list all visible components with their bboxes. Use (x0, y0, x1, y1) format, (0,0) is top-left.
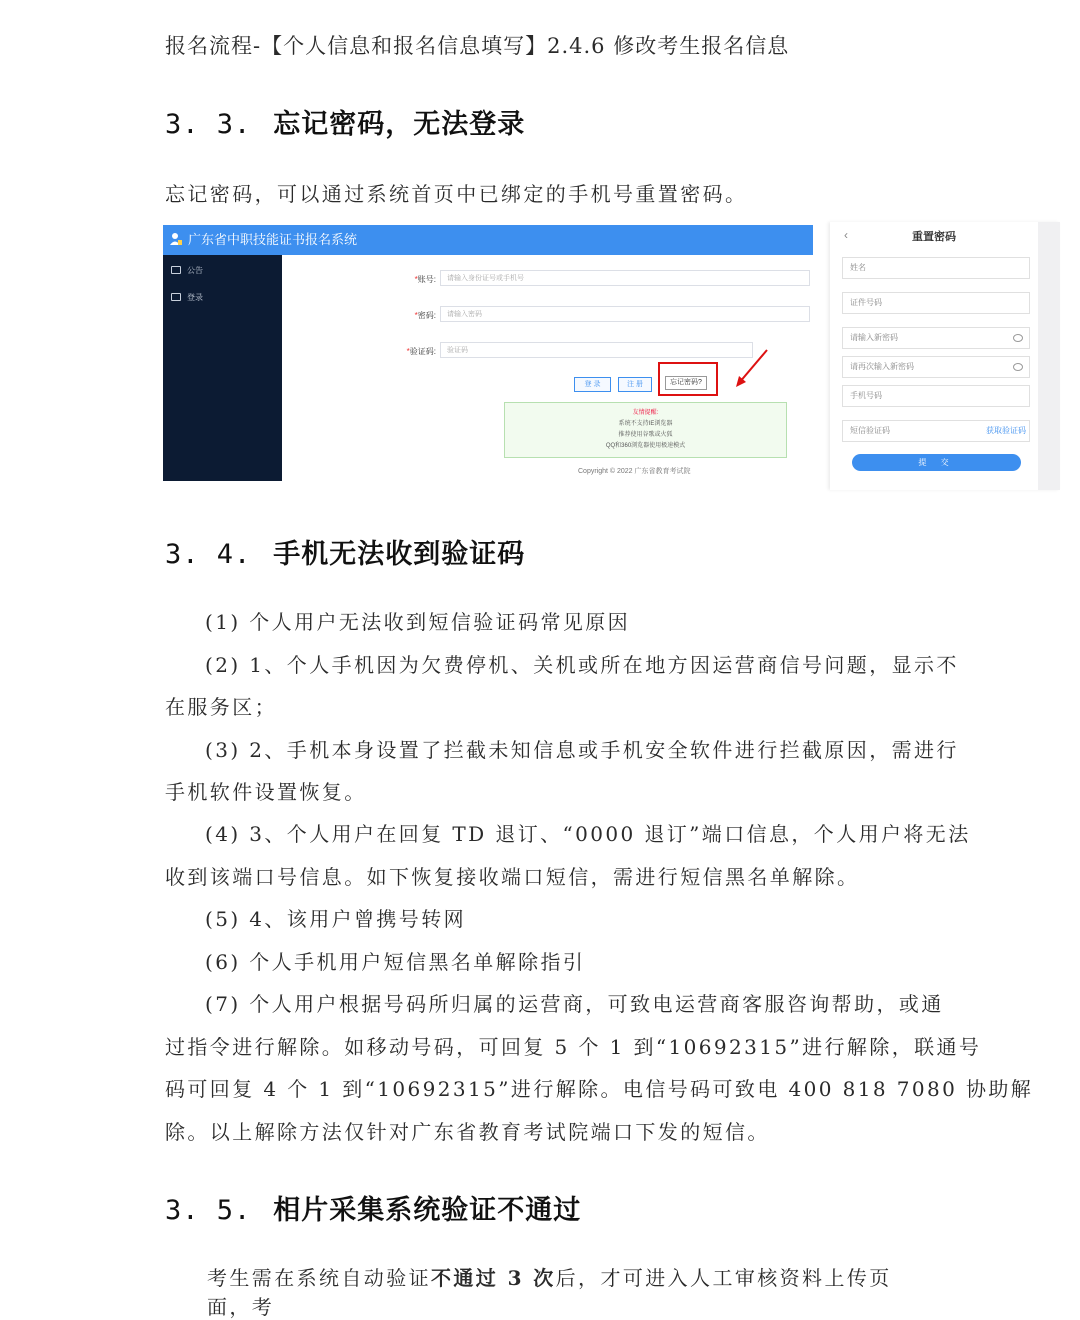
breadcrumb: 报名流程-【个人信息和报名信息填写】2.4.6 修改考生报名信息 (165, 34, 790, 58)
captcha-label: *验证码: (406, 347, 436, 356)
notice-line: QQ和360浏览器使用极速模式 (605, 443, 686, 449)
paragraph-line: (7) 个人用户根据号码所归属的运营商，可致电运营商客服咨询帮助，或通 (205, 992, 944, 1016)
sms-code-field[interactable]: 短信验证码 获取验证码 (842, 420, 1030, 442)
paragraph-line: 收到该端口号信息。如下恢复接收端口短信，需进行短信黑名单解除。 (165, 865, 860, 889)
paragraph: 考生需在系统自动验证不通过 3 次后，才可进入人工审核资料上传页面，考 (207, 1266, 892, 1319)
paragraph-line: 码可回复 4 个 1 到“10692315”进行解除。电信号码可致电 400 818 7080 协助解 (165, 1077, 1034, 1101)
section-heading-3-5 (165, 1188, 581, 1227)
paragraph-line: (6) 个人手机用户短信黑名单解除指引 (205, 950, 586, 974)
submit-button[interactable]: 提 交 (852, 454, 1021, 471)
captcha-input[interactable]: 验证码 (440, 342, 753, 358)
reset-title: 重置密码 (912, 231, 956, 243)
confirm-password-field[interactable]: 请再次输入新密码 (842, 356, 1030, 378)
eye-icon[interactable] (1013, 363, 1023, 371)
paragraph: 忘记密码，可以通过系统首页中已绑定的手机号重置密码。 (165, 182, 748, 206)
copyright: Copyright © 2022 广东省教育考试院 (578, 468, 691, 475)
section-number: 3. 5. (165, 1195, 252, 1226)
phone-field[interactable]: 手机号码 (842, 385, 1030, 407)
forgot-password-button[interactable]: 忘记密码? (665, 376, 707, 390)
section-title: 手机无法收到验证码 (273, 539, 526, 570)
paragraph-line: (3) 2、手机本身设置了拦截未知信息或手机安全软件进行拦截原因，需进行 (205, 738, 959, 762)
notice-title: 友情提醒: (632, 410, 659, 416)
sidebar-item-login[interactable]: 登录 (171, 292, 203, 303)
paragraph-line: 在服务区； (165, 695, 277, 719)
eye-icon[interactable] (1013, 334, 1023, 342)
id-number-field[interactable]: 证件号码 (842, 292, 1030, 314)
new-password-field[interactable]: 请输入新密码 (842, 327, 1030, 349)
account-label: *账号: (414, 275, 436, 284)
paragraph-line: (1) 个人用户无法收到短信验证码常见原因 (205, 610, 631, 634)
section-title: 相片采集系统验证不通过 (273, 1195, 582, 1226)
sidebar-item-notice[interactable]: 公告 (171, 265, 203, 276)
bold-emphasis: 不通过 3 次 (431, 1266, 556, 1290)
back-icon[interactable]: ‹ (844, 228, 848, 242)
register-button[interactable]: 注 册 (618, 377, 652, 392)
paragraph-line: 除。以上解除方法仅针对广东省教育考试院端口下发的短信。 (165, 1120, 770, 1144)
paragraph-line: (5) 4、该用户曾携号转网 (205, 907, 467, 931)
system-title: 广东省中职技能证书报名系统 (188, 232, 358, 247)
password-label: *密码: (414, 311, 436, 320)
get-code-button[interactable]: 获取验证码 (986, 426, 1026, 435)
section-number: 3. 4. (165, 539, 252, 570)
login-button[interactable]: 登 录 (574, 377, 611, 392)
section-title: 忘记密码，无法登录 (273, 109, 526, 140)
paragraph-line: (4) 3、个人用户在回复 TD 退订、“0000 退订”端口信息，个人用户将无法 (205, 822, 971, 846)
notice-line: 系统不支持IE浏览器 (618, 421, 673, 427)
section-number: 3. 3. (165, 109, 252, 140)
notice-line: 推荐使用谷歌或火狐 (618, 432, 673, 438)
account-input[interactable]: 请输入身份证号或手机号 (440, 270, 810, 286)
paragraph-line: (2) 1、个人手机因为欠费停机、关机或所在地方因运营商信号问题，显示不 (205, 653, 959, 677)
paragraph-line: 手机软件设置恢复。 (165, 780, 367, 804)
paragraph-line: 过指令进行解除。如移动号码，可回复 5 个 1 到“10692315”进行解除，联通号 (165, 1035, 982, 1059)
password-input[interactable]: 请输入密码 (440, 306, 810, 322)
name-field[interactable]: 姓名 (842, 257, 1030, 279)
